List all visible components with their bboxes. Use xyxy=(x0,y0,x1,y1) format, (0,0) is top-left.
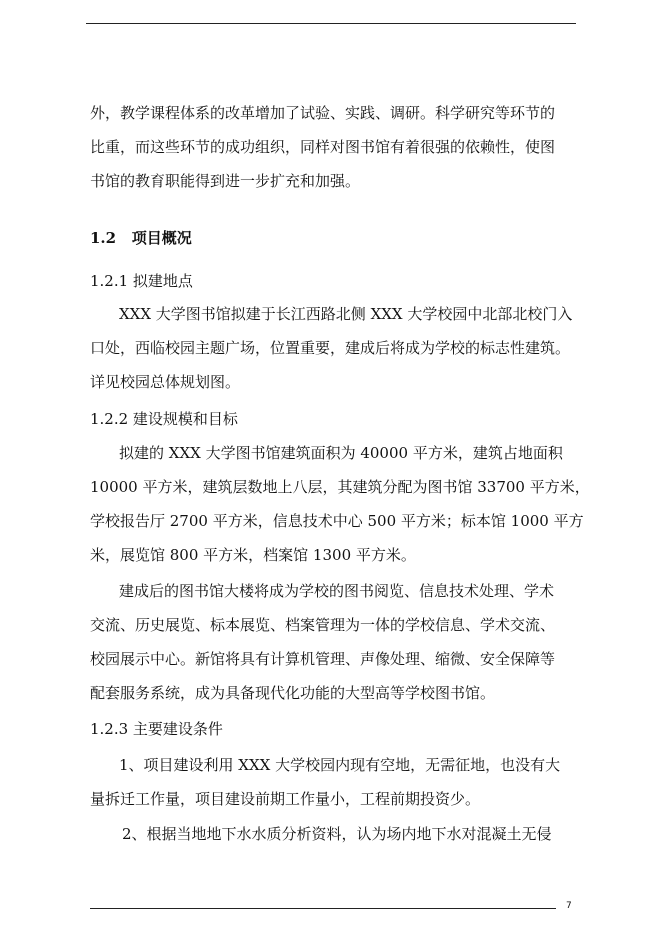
subsection-heading-1-2-2: 1.2.2 建设规模和目标 xyxy=(90,410,238,428)
text-line: 米，展览馆 800 平方米，档案馆 1300 平方米。 xyxy=(90,546,416,564)
subsection-heading-1-2-1: 1.2.1 拟建地点 xyxy=(90,272,193,290)
text-line: XXX 大学图书馆拟建于长江西路北侧 XXX 大学校园中北部北校门入 xyxy=(119,305,573,323)
text-line: 口处，西临校园主题广场，位置重要，建成后将成为学校的标志性建筑。 xyxy=(90,339,571,357)
text-line: 拟建的 XXX 大学图书馆建筑面积为 40000 平方米，建筑占地面积 xyxy=(119,444,563,462)
text-line: 建成后的图书馆大楼将成为学校的图书阅览、信息技术处理、学术 xyxy=(119,582,555,600)
text-line: 学校报告厅 2700 平方米，信息技术中心 500 平方米；标本馆 1000 平方 xyxy=(90,512,584,530)
text-line: 交流、历史展览、标本展览、档案管理为一体的学校信息、学术交流、 xyxy=(90,616,556,634)
text-line: 书馆的教育职能得到进一步扩充和加强。 xyxy=(90,172,361,190)
text-line: 比重，而这些环节的成功组织，同样对图书馆有着很强的依赖性，使图 xyxy=(90,138,556,156)
text-line: 详见校园总体规划图。 xyxy=(90,373,241,391)
section-number: 1.2 xyxy=(90,229,117,247)
page-number: 7 xyxy=(566,901,572,911)
text-line: 外，教学课程体系的改革增加了试验、实践、调研。科学研究等环节的 xyxy=(90,104,556,122)
text-line: 配套服务系统，成为具备现代化功能的大型高等学校图书馆。 xyxy=(90,684,496,702)
subsection-heading-1-2-3: 1.2.3 主要建设条件 xyxy=(90,720,223,738)
text-line: 2、根据当地地下水水质分析资料，认为场内地下水对混凝土无侵 xyxy=(122,825,552,843)
header-rule xyxy=(86,23,576,24)
text-line: 校园展示中心。新馆将具有计算机管理、声像处理、缩微、安全保障等 xyxy=(90,650,556,668)
section-title: 项目概况 xyxy=(131,229,192,247)
footer-rule xyxy=(90,908,556,909)
text-line: 1、项目建设利用 XXX 大学校园内现有空地，无需征地，也没有大 xyxy=(119,756,561,774)
text-line: 10000 平方米，建筑层数地上八层，其建筑分配为图书馆 33700 平方米， xyxy=(90,478,590,496)
section-heading-1-2 xyxy=(90,228,192,248)
text-line: 量拆迁工作量，项目建设前期工作量小，工程前期投资少。 xyxy=(90,790,481,808)
